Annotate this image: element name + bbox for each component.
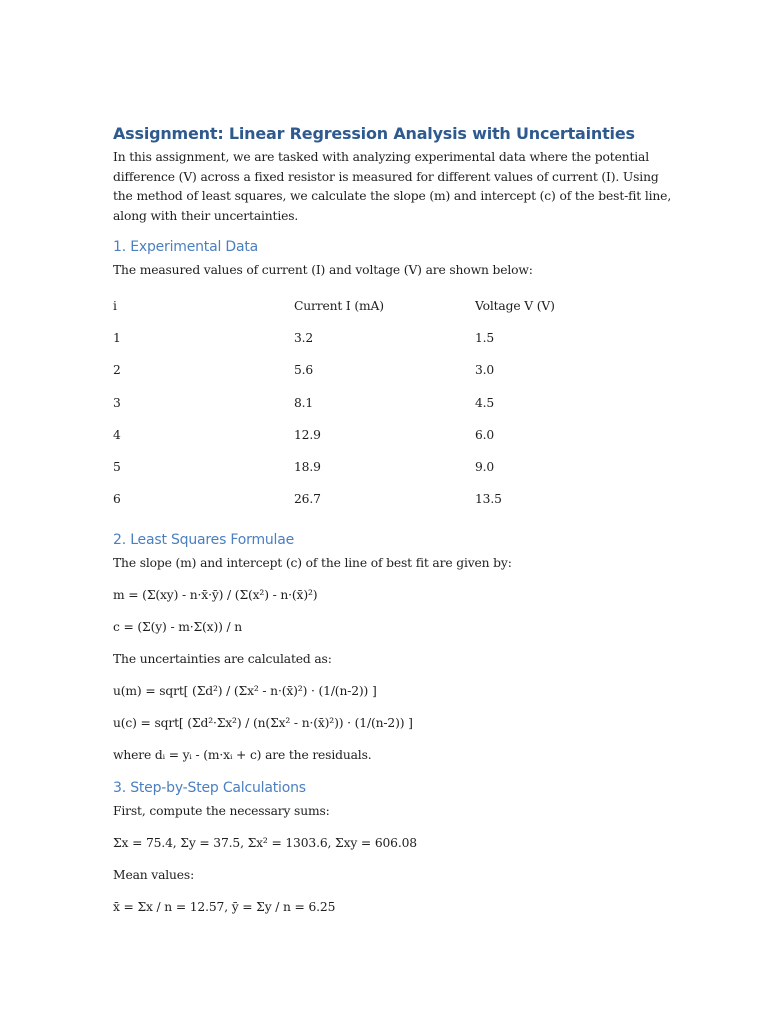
formulae-description: The slope (m) and intercept (c) of the line of best fit are given by: <box>113 556 512 570</box>
cell-voltage: 13.5 <box>475 492 502 507</box>
cell-index: 1 <box>113 331 121 346</box>
table-row <box>113 419 615 451</box>
cell-current: 5.6 <box>294 363 314 378</box>
formula-slope: m = (Σ(xy) - n·x̄·ȳ) / (Σ(x²) - n·(x̄)²) <box>113 588 318 602</box>
section-heading-calculations: 3. Step-by-Step Calculations <box>113 780 306 796</box>
residuals-definition: where dᵢ = yᵢ - (m·xᵢ + c) are the residuals. <box>113 748 372 762</box>
cell-current: 18.9 <box>294 460 321 475</box>
mean-values-label: Mean values: <box>113 868 195 882</box>
cell-voltage: 1.5 <box>475 331 495 346</box>
cell-current: 3.2 <box>294 331 314 346</box>
intro-line: In this assignment, we are tasked with analyzing experimental data where the potential <box>113 150 650 164</box>
assignment-title: Assignment: Linear Regression Analysis with Uncertainties <box>113 124 635 143</box>
data-description: The measured values of current (I) and voltage (V) are shown below: <box>113 263 533 277</box>
table-row <box>113 483 615 515</box>
table-row <box>113 387 615 419</box>
cell-index: 5 <box>113 460 121 475</box>
cell-current: 8.1 <box>294 395 314 410</box>
header-index: i <box>113 299 117 314</box>
cell-voltage: 4.5 <box>475 395 495 410</box>
cell-current: 12.9 <box>294 427 321 442</box>
table-row <box>113 451 615 483</box>
data-table <box>113 290 615 515</box>
formula-intercept: c = (Σ(y) - m·Σ(x)) / n <box>113 620 243 634</box>
header-voltage: Voltage V (V) <box>475 299 555 314</box>
cell-index: 3 <box>113 395 121 410</box>
cell-voltage: 6.0 <box>475 427 495 442</box>
formula-intercept-uncertainty: u(c) = sqrt[ (Σd²·Σx²) / (n(Σx² - n·(x̄)²)) · (1/(n-2)) ] <box>113 716 413 730</box>
section-heading-experimental-data: 1. Experimental Data <box>113 239 259 255</box>
cell-index: 4 <box>113 427 121 442</box>
formula-slope-uncertainty: u(m) = sqrt[ (Σd²) / (Σx² - n·(x̄)²) · (1/(n-2)) ] <box>113 684 377 698</box>
sums-line: Σx = 75.4, Σy = 37.5, Σx² = 1303.6, Σxy = 606.08 <box>113 836 417 850</box>
calculations-intro: First, compute the necessary sums: <box>113 804 330 818</box>
cell-index: 6 <box>113 492 121 507</box>
header-current: Current I (mA) <box>294 299 384 314</box>
uncertainty-intro: The uncertainties are calculated as: <box>113 652 332 666</box>
table-row <box>113 354 615 386</box>
intro-paragraph <box>113 148 672 226</box>
cell-voltage: 9.0 <box>475 460 495 475</box>
intro-line: difference (V) across a fixed resistor is measured for different values of current (I). Using <box>113 169 659 184</box>
table-header-row <box>113 290 615 322</box>
means-line: x̄ = Σx / n = 12.57, ȳ = Σy / n = 6.25 <box>113 900 336 914</box>
intro-line: along with their uncertainties. <box>113 208 299 223</box>
section-heading-least-squares: 2. Least Squares Formulae <box>113 532 295 548</box>
intro-line: the method of least squares, we calculate the slope (m) and intercept (c) of the best-fit line, <box>113 189 672 203</box>
cell-voltage: 3.0 <box>475 363 495 378</box>
cell-index: 2 <box>113 363 121 378</box>
cell-current: 26.7 <box>294 492 321 507</box>
table-row <box>113 322 615 354</box>
